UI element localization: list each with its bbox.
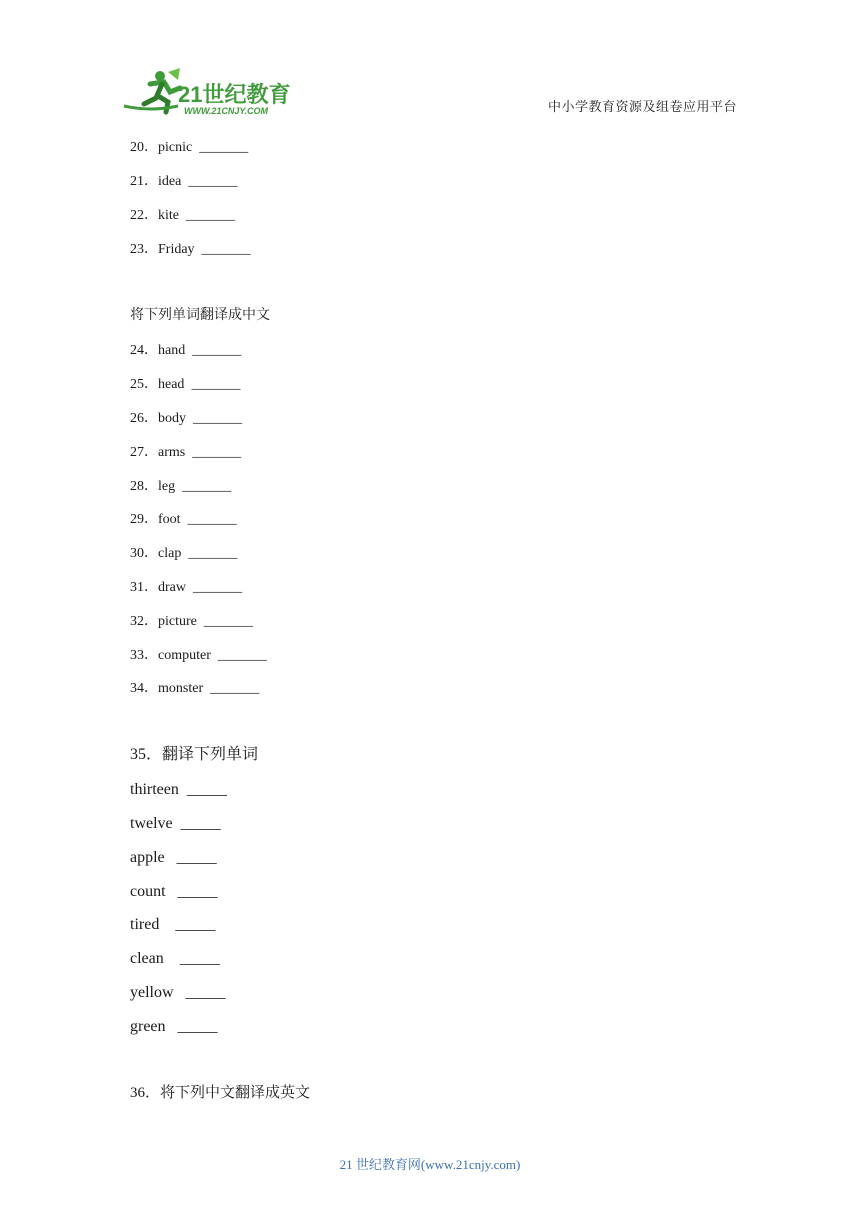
list-item: green _____ [130, 1018, 218, 1035]
site-logo [120, 66, 295, 118]
list-item: 32．picture _______ [130, 614, 253, 629]
list-item: 20．picnic _______ [130, 140, 249, 155]
list-item: 33．computer _______ [130, 648, 267, 663]
svg-text:21世纪教育: 21世纪教育 [178, 82, 291, 107]
list-item: clean _____ [130, 950, 220, 967]
list-item: twelve _____ [130, 815, 221, 832]
list-item: 22．kite _______ [130, 208, 235, 223]
list-item: thirteen _____ [130, 781, 227, 798]
list-item: tired _____ [130, 916, 216, 933]
list-item: 24．hand _______ [130, 343, 242, 358]
list-item: 28．leg _______ [130, 479, 232, 494]
list-item: 23．Friday _______ [130, 242, 251, 257]
list-item: apple _____ [130, 849, 217, 866]
list-item: 21．idea _______ [130, 174, 238, 189]
list-item: 25．head _______ [130, 377, 241, 392]
section-title: 35．翻译下列单词 [130, 746, 259, 763]
list-item: count _____ [130, 883, 218, 900]
list-item: 34．monster _______ [130, 681, 260, 696]
list-item: 29．foot _______ [130, 512, 237, 527]
svg-text:WWW.21CNJY.COM: WWW.21CNJY.COM [184, 106, 269, 116]
runner-logo-icon [120, 66, 295, 118]
list-item: yellow _____ [130, 984, 226, 1001]
list-item: 31．draw _______ [130, 580, 242, 595]
list-item: 30．clap _______ [130, 546, 238, 561]
list-item: 27．arms _______ [130, 445, 242, 460]
header-platform-name: 中小学教育资源及组卷应用平台 [548, 99, 738, 114]
section-title: 36．将下列中文翻译成英文 [130, 1085, 311, 1101]
page-footer[interactable]: 21 世纪教育网(www.21cnjy.com) [339, 1157, 521, 1172]
list-item: 26．body _______ [130, 411, 242, 426]
section-title: 将下列单词翻译成中文 [130, 308, 270, 323]
